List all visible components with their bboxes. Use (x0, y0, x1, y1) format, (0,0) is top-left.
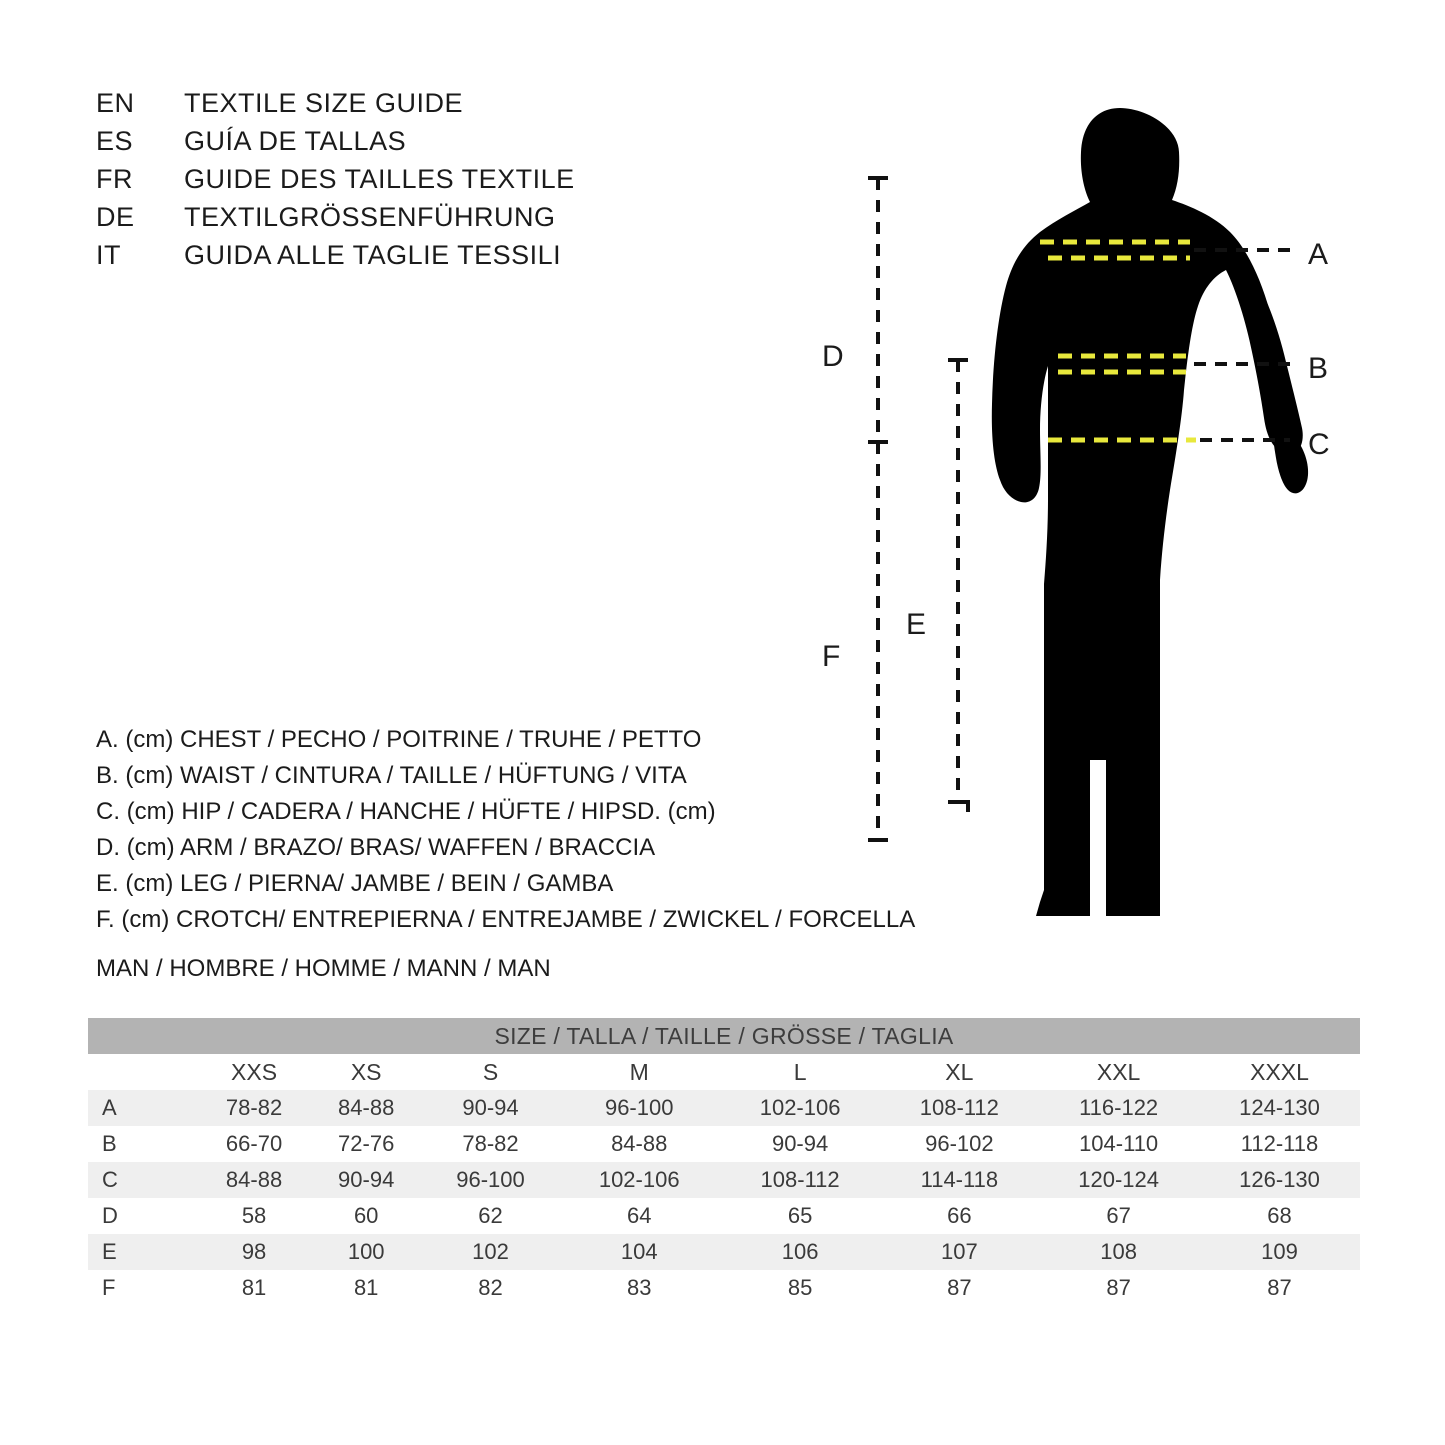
column-header: L (720, 1054, 881, 1090)
table-corner-cell (88, 1054, 198, 1090)
table-cell: 124-130 (1199, 1090, 1360, 1126)
table-cell: 107 (881, 1234, 1039, 1270)
size-table (88, 1018, 1360, 1306)
table-cell: 114-118 (881, 1162, 1039, 1198)
table-cell: 90-94 (422, 1090, 559, 1126)
title-text: GUIDA ALLE TAGLIE TESSILI (184, 240, 562, 270)
table-cell: 112-118 (1199, 1126, 1360, 1162)
table-row (88, 1090, 1360, 1126)
table-cell: 83 (559, 1270, 720, 1306)
title-block (96, 88, 716, 278)
title-lang: FR (96, 164, 133, 194)
table-cell: 120-124 (1038, 1162, 1199, 1198)
title-row (96, 202, 716, 240)
table-cell: 96-100 (559, 1090, 720, 1126)
title-lang: ES (96, 126, 134, 156)
legend-item-c: C. (cm) HIP / CADERA / HANCHE / HÜFTE / HIPSD. (cm) (96, 798, 716, 825)
table-cell: 84-88 (198, 1162, 310, 1198)
column-header: XXXL (1199, 1054, 1360, 1090)
marker-label-e: E (906, 608, 927, 641)
title-text: GUÍA DE TALLAS (184, 126, 407, 156)
table-cell: 116-122 (1038, 1090, 1199, 1126)
table-cell: 78-82 (422, 1126, 559, 1162)
title-text: TEXTILGRÖSSENFÜHRUNG (184, 202, 556, 232)
table-cell: 82 (422, 1270, 559, 1306)
table-cell: 67 (1038, 1198, 1199, 1234)
table-cell: 58 (198, 1198, 310, 1234)
table-cell: 87 (1199, 1270, 1360, 1306)
table-cell: 96-100 (422, 1162, 559, 1198)
table-column-row (88, 1054, 1360, 1090)
title-text: TEXTILE SIZE GUIDE (184, 88, 464, 118)
table-cell: 78-82 (198, 1090, 310, 1126)
table-cell: 90-94 (720, 1126, 881, 1162)
marker-label-c: C (1308, 428, 1330, 461)
table-cell: 60 (310, 1198, 422, 1234)
title-row (96, 88, 716, 126)
table-cell: 84-88 (559, 1126, 720, 1162)
row-label: D (88, 1198, 198, 1234)
legend-item-f: F. (cm) CROTCH/ ENTREPIERNA / ENTREJAMBE / ZWICKEL / FORCELLA (96, 906, 916, 933)
table-header-label: SIZE / TALLA / TAILLE / GRÖSSE / TAGLIA (88, 1018, 1360, 1054)
title-row (96, 164, 716, 202)
table-cell: 106 (720, 1234, 881, 1270)
table-row (88, 1234, 1360, 1270)
table-cell: 64 (559, 1198, 720, 1234)
column-header: XXL (1038, 1054, 1199, 1090)
table-row (88, 1270, 1360, 1306)
title-row (96, 126, 716, 164)
table-cell: 102-106 (559, 1162, 720, 1198)
row-label: B (88, 1126, 198, 1162)
table-cell: 90-94 (310, 1162, 422, 1198)
title-row (96, 240, 716, 278)
legend-item-b: B. (cm) WAIST / CINTURA / TAILLE / HÜFTUNG / VITA (96, 762, 687, 789)
table-cell: 81 (198, 1270, 310, 1306)
table-cell: 109 (1199, 1234, 1360, 1270)
title-lang: EN (96, 88, 135, 118)
legend-item-e: E. (cm) LEG / PIERNA/ JAMBE / BEIN / GAMBA (96, 870, 614, 897)
table-row (88, 1126, 1360, 1162)
table-header-row (88, 1018, 1360, 1054)
row-label: F (88, 1270, 198, 1306)
table-cell: 108-112 (881, 1090, 1039, 1126)
table-cell: 87 (1038, 1270, 1199, 1306)
legend-note: MAN / HOMBRE / HOMME / MANN / MAN (96, 955, 551, 982)
table-cell: 98 (198, 1234, 310, 1270)
size-table-wrap (88, 1018, 1360, 1306)
marker-label-b: B (1308, 352, 1329, 385)
row-label: A (88, 1090, 198, 1126)
legend-item-d: D. (cm) ARM / BRAZO/ BRAS/ WAFFEN / BRACCIA (96, 834, 656, 861)
row-label: C (88, 1162, 198, 1198)
table-cell: 87 (881, 1270, 1039, 1306)
table-cell: 85 (720, 1270, 881, 1306)
title-lang: DE (96, 202, 135, 232)
table-cell: 126-130 (1199, 1162, 1360, 1198)
marker-label-d: D (822, 340, 844, 373)
column-header: S (422, 1054, 559, 1090)
table-row (88, 1198, 1360, 1234)
table-cell: 96-102 (881, 1126, 1039, 1162)
title-text: GUIDE DES TAILLES TEXTILE (184, 164, 575, 194)
table-cell: 68 (1199, 1198, 1360, 1234)
legend-block (96, 722, 916, 938)
column-header: XL (881, 1054, 1039, 1090)
title-lang: IT (96, 240, 121, 270)
body-silhouette (992, 108, 1308, 916)
table-cell: 62 (422, 1198, 559, 1234)
table-cell: 102 (422, 1234, 559, 1270)
table-cell: 100 (310, 1234, 422, 1270)
table-cell: 81 (310, 1270, 422, 1306)
legend-item-a: A. (cm) CHEST / PECHO / POITRINE / TRUHE / PETTO (96, 726, 702, 753)
table-cell: 72-76 (310, 1126, 422, 1162)
table-cell: 104-110 (1038, 1126, 1199, 1162)
column-header: XS (310, 1054, 422, 1090)
column-header: XXS (198, 1054, 310, 1090)
table-cell: 102-106 (720, 1090, 881, 1126)
marker-label-f: F (822, 640, 841, 673)
table-cell: 104 (559, 1234, 720, 1270)
table-cell: 65 (720, 1198, 881, 1234)
table-cell: 66 (881, 1198, 1039, 1234)
table-cell: 84-88 (310, 1090, 422, 1126)
row-label: E (88, 1234, 198, 1270)
dimension-cap-e-bottom (948, 802, 968, 812)
marker-label-a: A (1308, 238, 1329, 271)
column-header: M (559, 1054, 720, 1090)
table-cell: 108-112 (720, 1162, 881, 1198)
table-cell: 108 (1038, 1234, 1199, 1270)
table-row (88, 1162, 1360, 1198)
table-cell: 66-70 (198, 1126, 310, 1162)
